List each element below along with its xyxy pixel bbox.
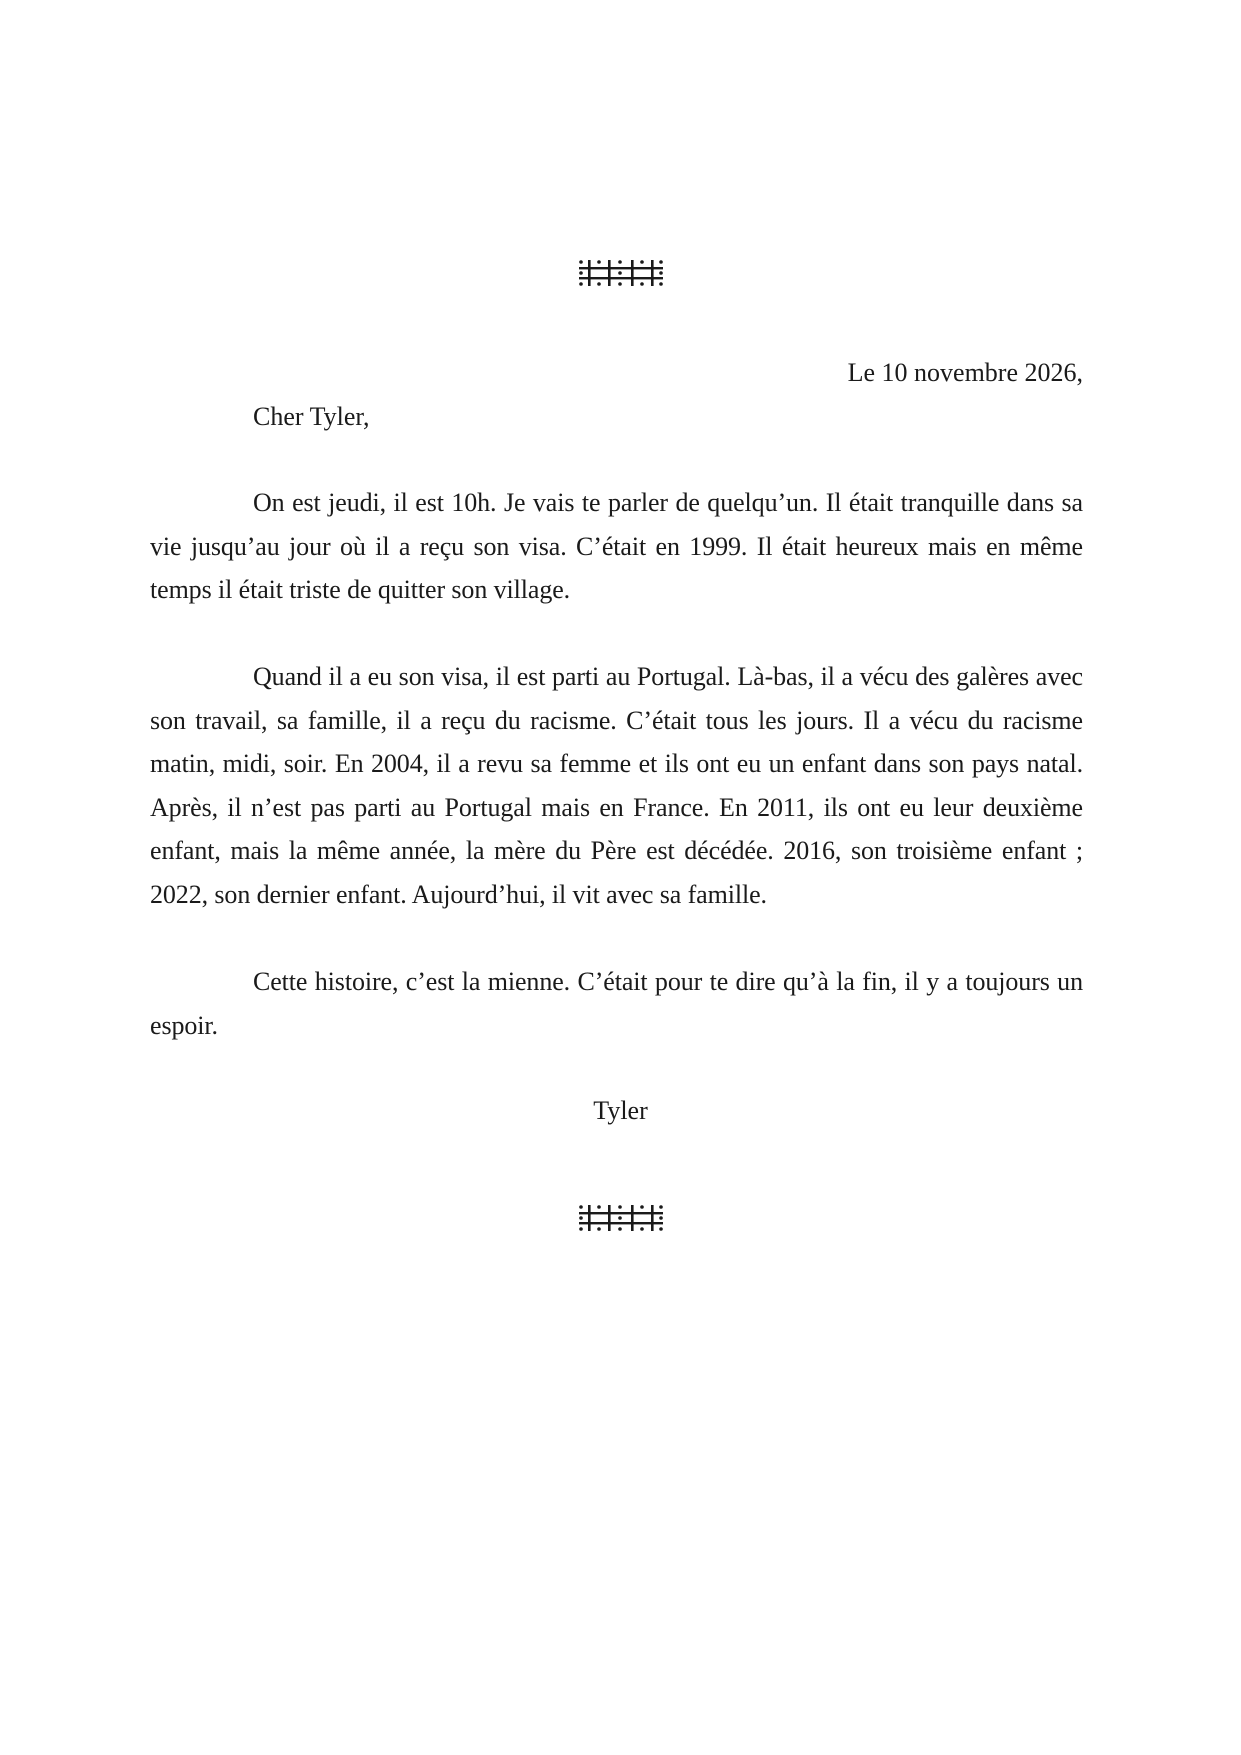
letter-salutation: Cher Tyler, [253,402,370,431]
decorative-divider-icon [579,258,663,288]
letter-signature: Tyler [593,1096,648,1125]
decorative-divider-bottom [0,1203,1241,1233]
decorative-divider-top [0,258,1241,288]
letter-date: Le 10 novembre 2026, [847,358,1083,387]
decorative-divider-icon [579,1203,663,1233]
letter-paragraph-2: Quand il a eu son visa, il est parti au Portugal. Là-bas, il a vécu des galères avec son travail, sa famille, il a reçu du racisme. C’était tous les jours. Il a vécu du racisme matin, midi, soir. En 2004, il a revu sa femme et ils ont eu un enfant dans son pays natal. Après, il n’est pas parti au Portugal mais en France. En 2011, ils ont eu leur deuxième enfant, mais la même année, la mère du Père est décédée. 2016, son troisième enfant ; 2022, son dernier enfant. Aujourd’hui, il vit avec sa famille. [150,662,1083,909]
letter-paragraph-3: Cette histoire, c’est la mienne. C’était pour te dire qu’à la fin, il y a toujours un espoir. [150,967,1083,1040]
letter-paragraph-1: On est jeudi, il est 10h. Je vais te parler de quelqu’un. Il était tranquille dans sa vie jusqu’au jour où il a reçu son visa. C’était en 1999. Il était heureux mais en même temps il était triste de quitter son village. [150,488,1083,604]
